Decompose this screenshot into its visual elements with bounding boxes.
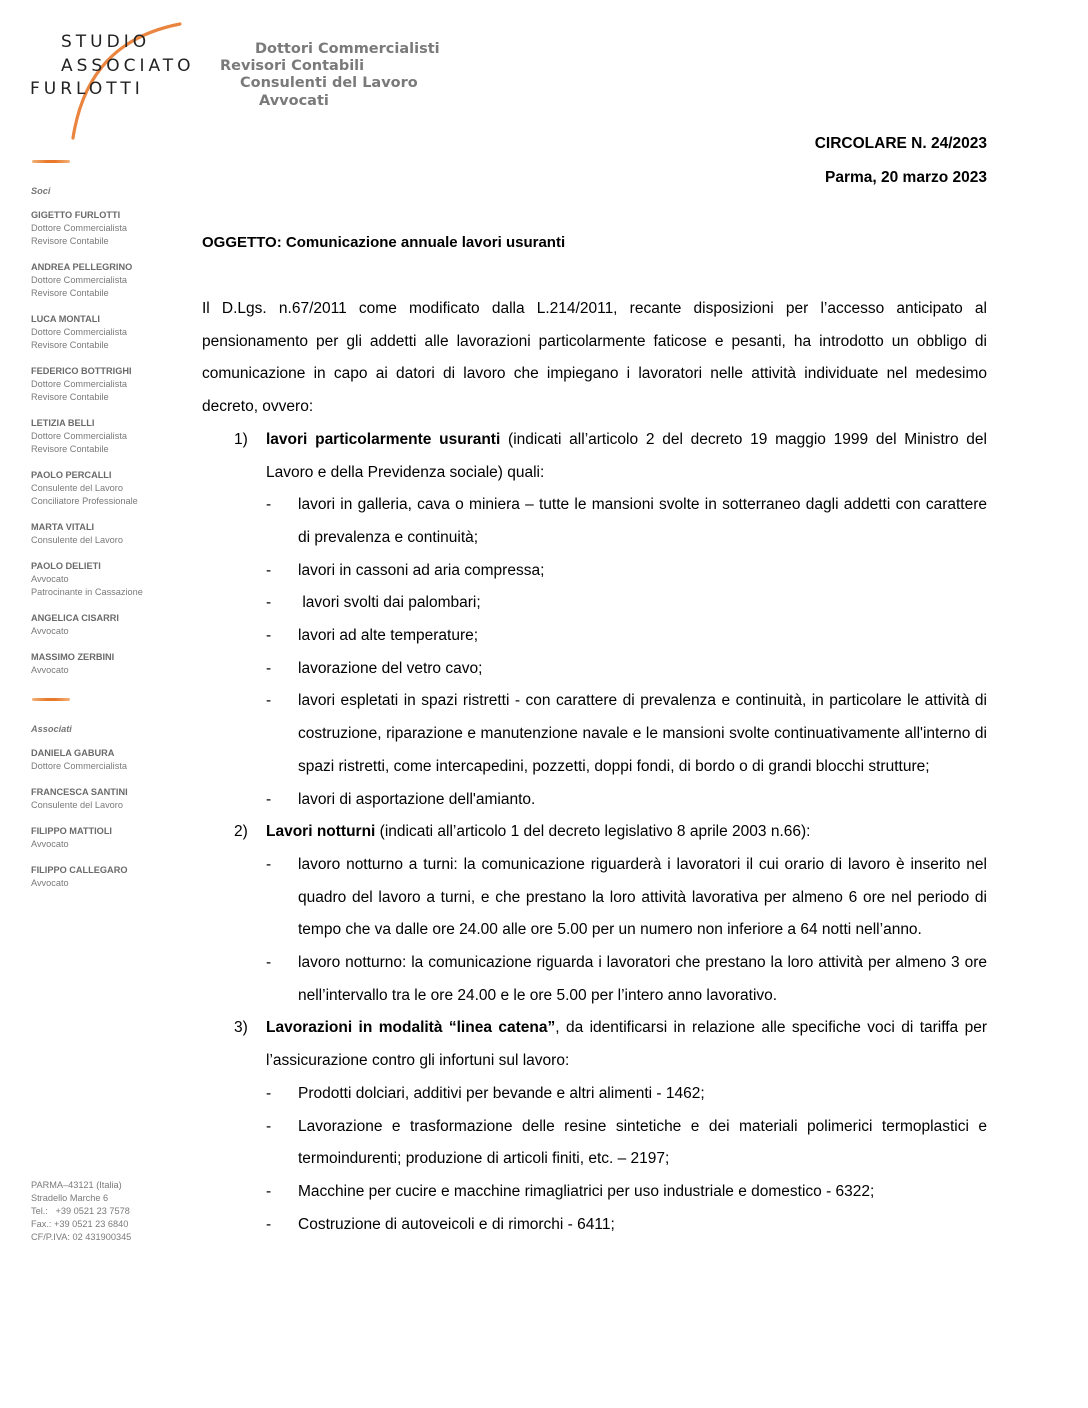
profession-line: Dottori Commercialisti bbox=[255, 41, 440, 57]
partner-role: Dottore Commercialista bbox=[31, 327, 127, 337]
partner-entry bbox=[31, 825, 128, 851]
partner-name: ANGELICA CISARRI bbox=[31, 613, 119, 623]
partner-role: Dottore Commercialista bbox=[31, 761, 127, 771]
item-title: Lavori notturni bbox=[266, 823, 376, 841]
partner-role: Avvocato bbox=[31, 626, 69, 636]
document-date: Parma, 20 marzo 2023 bbox=[825, 169, 987, 186]
bullet-item bbox=[202, 1176, 987, 1209]
dash-bullet-icon: - bbox=[266, 1117, 272, 1135]
address-line: Fax.: +39 0521 23 6840 bbox=[31, 1219, 129, 1229]
bullet-text: lavori in galleria, cava o miniera – tutte le mansioni svolte in sotterraneo dagli addetti con carattere di prevalenza e continuità; bbox=[298, 496, 992, 546]
partner-role: Dottore Commercialista bbox=[31, 431, 127, 441]
partner-role: Avvocato bbox=[31, 665, 69, 675]
numbered-item bbox=[202, 424, 987, 489]
logo-text-line: ASSOCIATO bbox=[61, 56, 195, 76]
item-number: 3) bbox=[234, 1019, 248, 1037]
address-line: PARMA–43121 (Italia) bbox=[31, 1180, 122, 1190]
associati-list bbox=[31, 723, 128, 903]
partner-role: Consulente del Lavoro bbox=[31, 483, 123, 493]
partner-entry bbox=[31, 612, 143, 638]
partner-role: Dottore Commercialista bbox=[31, 275, 127, 285]
partner-role: Consulente del Lavoro bbox=[31, 800, 123, 810]
partner-role: Conciliatore Professionale bbox=[31, 496, 138, 506]
bullet-text: lavori espletati in spazi ristretti - con carattere di prevalenza e continuità, in particolare le attività di costruzione, riparazione e manutenzione navale e le mansioni svolte continuativamente all'interno di spazi ristretti, come intercapedini, pozzetti, doppi fondi, di bordo o di grandi blocchi strutture; bbox=[298, 692, 992, 775]
associati-heading: Associati bbox=[31, 724, 72, 734]
bullet-text: Lavorazione e trasformazione delle resine sintetiche e dei materiali polimerici termoplastici e termoindurenti; produzione di articoli finiti, etc. – 2197; bbox=[298, 1117, 992, 1168]
intro-paragraph: Il D.Lgs. n.67/2011 come modificato dalla L.214/2011, recante disposizioni per l’accesso anticipato al pensionamento per gli addetti alle lavorazioni particolarmente faticose e pesanti, ha introdotto un obbligo di comunicazione in capo ai datori di lavoro che impiegano i lavoratori nelle attività individuate nel medesimo decreto, ovvero: bbox=[202, 300, 987, 416]
item-title: lavori particolarmente usuranti bbox=[266, 430, 501, 448]
dash-bullet-icon: - bbox=[266, 692, 272, 710]
partner-name: MASSIMO ZERBINI bbox=[31, 652, 115, 662]
circolare-number: CIRCOLARE N. 24/2023 bbox=[814, 135, 987, 152]
item-text: , da identificarsi in relazione alle specifiche voci di tariffa per l’assicurazione contro gli infortuni sul lavoro: bbox=[266, 1019, 987, 1070]
bullet-item bbox=[202, 849, 992, 947]
logo-text-line: STUDIO bbox=[61, 32, 151, 52]
partner-role: Avvocato bbox=[31, 878, 69, 888]
bullet-item bbox=[202, 1078, 987, 1111]
partner-name: GIGETTO FURLOTTI bbox=[31, 210, 121, 220]
partner-role: Revisore Contabile bbox=[31, 288, 109, 298]
dash-bullet-icon: - bbox=[266, 1182, 272, 1200]
bullet-text: lavori svolti dai palombari; bbox=[298, 594, 481, 612]
profession-line: Avvocati bbox=[259, 93, 329, 109]
bullet-item bbox=[202, 1209, 987, 1242]
partner-role: Patrocinante in Cassazione bbox=[31, 587, 143, 597]
numbered-item bbox=[202, 1012, 987, 1077]
partner-role: Avvocato bbox=[31, 574, 69, 584]
bullet-item bbox=[202, 784, 987, 817]
bullet-text: lavori di asportazione dell'amianto. bbox=[298, 790, 536, 808]
partner-name: PAOLO DELIETI bbox=[31, 561, 101, 571]
dash-bullet-icon: - bbox=[266, 855, 272, 873]
bullet-text: Costruzione di autoveicoli e di rimorchi - 6411; bbox=[298, 1215, 615, 1233]
item-text: (indicati all’articolo 2 del decreto 19 maggio 1999 del Ministro del Lavoro e della Previdenza sociale) quali: bbox=[266, 430, 987, 481]
partner-name: FILIPPO MATTIOLI bbox=[31, 826, 112, 836]
bullet-text: lavorazione del vetro cavo; bbox=[298, 659, 483, 677]
subject-line bbox=[202, 234, 565, 251]
bullet-item bbox=[202, 555, 987, 588]
partner-name: LETIZIA BELLI bbox=[31, 418, 95, 428]
office-address bbox=[31, 1179, 131, 1244]
partner-role: Dottore Commercialista bbox=[31, 223, 127, 233]
partner-role: Dottore Commercialista bbox=[31, 379, 127, 389]
orange-divider bbox=[32, 698, 70, 701]
profession-line: Revisori Contabili bbox=[220, 58, 365, 74]
address-line: Stradello Marche 6 bbox=[31, 1193, 109, 1203]
orange-divider bbox=[32, 160, 70, 163]
partner-role: Revisore Contabile bbox=[31, 236, 109, 246]
item-number: 2) bbox=[234, 823, 248, 841]
partner-entry bbox=[31, 560, 143, 599]
partner-entry bbox=[31, 651, 143, 677]
bullet-text: lavori in cassoni ad aria compressa; bbox=[298, 561, 545, 579]
dash-bullet-icon: - bbox=[266, 790, 272, 808]
bullet-item bbox=[202, 685, 992, 783]
partner-name: LUCA MONTALI bbox=[31, 314, 100, 324]
dash-bullet-icon: - bbox=[266, 561, 272, 579]
partner-entry bbox=[31, 521, 143, 547]
dash-bullet-icon: - bbox=[266, 659, 272, 677]
dash-bullet-icon: - bbox=[266, 594, 272, 612]
address-line: CF/P.IVA: 02 431900345 bbox=[31, 1232, 132, 1242]
partner-entry bbox=[31, 417, 143, 456]
partner-name: FEDERICO BOTTRIGHI bbox=[31, 366, 132, 376]
logo-text-line: FURLOTTI bbox=[30, 79, 144, 99]
partner-entry bbox=[31, 261, 143, 300]
partner-entry bbox=[31, 864, 128, 890]
item-text: (indicati all’articolo 1 del decreto legislativo 8 aprile 2003 n.66): bbox=[375, 823, 811, 841]
bullet-text: Prodotti dolciari, additivi per bevande e altri alimenti - 1462; bbox=[298, 1084, 705, 1102]
dash-bullet-icon: - bbox=[266, 1084, 272, 1102]
dash-bullet-icon: - bbox=[266, 954, 272, 972]
bullet-item bbox=[202, 653, 987, 686]
partner-role: Consulente del Lavoro bbox=[31, 535, 123, 545]
partner-role: Avvocato bbox=[31, 839, 69, 849]
bullet-text: lavori ad alte temperature; bbox=[298, 627, 479, 645]
bullet-text: Macchine per cucire e macchine rimagliatrici per uso industriale e domestico - 6322; bbox=[298, 1182, 875, 1200]
partner-name: FRANCESCA SANTINI bbox=[31, 787, 128, 797]
bullet-item bbox=[202, 947, 992, 1012]
studio-logo bbox=[28, 18, 198, 168]
partner-entry bbox=[31, 209, 143, 248]
dash-bullet-icon: - bbox=[266, 496, 272, 514]
partner-entry bbox=[31, 365, 143, 404]
partner-name: PAOLO PERCALLI bbox=[31, 470, 112, 480]
bullet-item bbox=[202, 587, 987, 620]
item-title: Lavorazioni in modalità “linea catena” bbox=[266, 1019, 556, 1037]
document-body bbox=[202, 293, 992, 1241]
partner-entry bbox=[31, 786, 128, 812]
partner-entry bbox=[31, 313, 143, 352]
bullet-text: lavoro notturno: la comunicazione riguarda i lavoratori che prestano la loro attività per almeno 3 ore nell’intervallo tra le ore 24.00 e le ore 5.00 per l’intero anno lavorativo. bbox=[298, 954, 992, 1004]
dash-bullet-icon: - bbox=[266, 627, 272, 645]
partner-entry bbox=[31, 469, 143, 508]
address-line: Tel.: +39 0521 23 7578 bbox=[31, 1206, 130, 1216]
partner-name: DANIELA GABURA bbox=[31, 748, 115, 758]
bullet-item bbox=[202, 1111, 992, 1176]
dash-bullet-icon: - bbox=[266, 1215, 272, 1233]
partner-name: FILIPPO CALLEGARO bbox=[31, 865, 128, 875]
partner-role: Revisore Contabile bbox=[31, 340, 109, 350]
subject-label: OGGETTO: bbox=[202, 234, 282, 251]
partner-role: Revisore Contabile bbox=[31, 444, 109, 454]
profession-line: Consulenti del Lavoro bbox=[240, 75, 418, 91]
soci-list bbox=[31, 185, 143, 690]
subject-text: Comunicazione annuale lavori usuranti bbox=[285, 234, 566, 251]
partner-name: ANDREA PELLEGRINO bbox=[31, 262, 133, 272]
partner-name: MARTA VITALI bbox=[31, 522, 95, 532]
partner-entry bbox=[31, 747, 128, 773]
bullet-item bbox=[202, 489, 992, 554]
partner-role: Revisore Contabile bbox=[31, 392, 109, 402]
bullet-item bbox=[202, 620, 987, 653]
numbered-item bbox=[202, 816, 987, 849]
bullet-text: lavoro notturno a turni: la comunicazione riguarderà i lavoratori il cui orario di lavoro è inserito nel quadro del lavoro a turni, e che prestano la loro attività lavorativa per almeno 6 ore nel periodo di tempo che va dalle ore 24.00 alle ore 5.00 per un numero non inferiore a 64 notti nell’anno. bbox=[298, 855, 992, 939]
soci-heading: Soci bbox=[31, 186, 51, 196]
item-number: 1) bbox=[234, 430, 248, 448]
